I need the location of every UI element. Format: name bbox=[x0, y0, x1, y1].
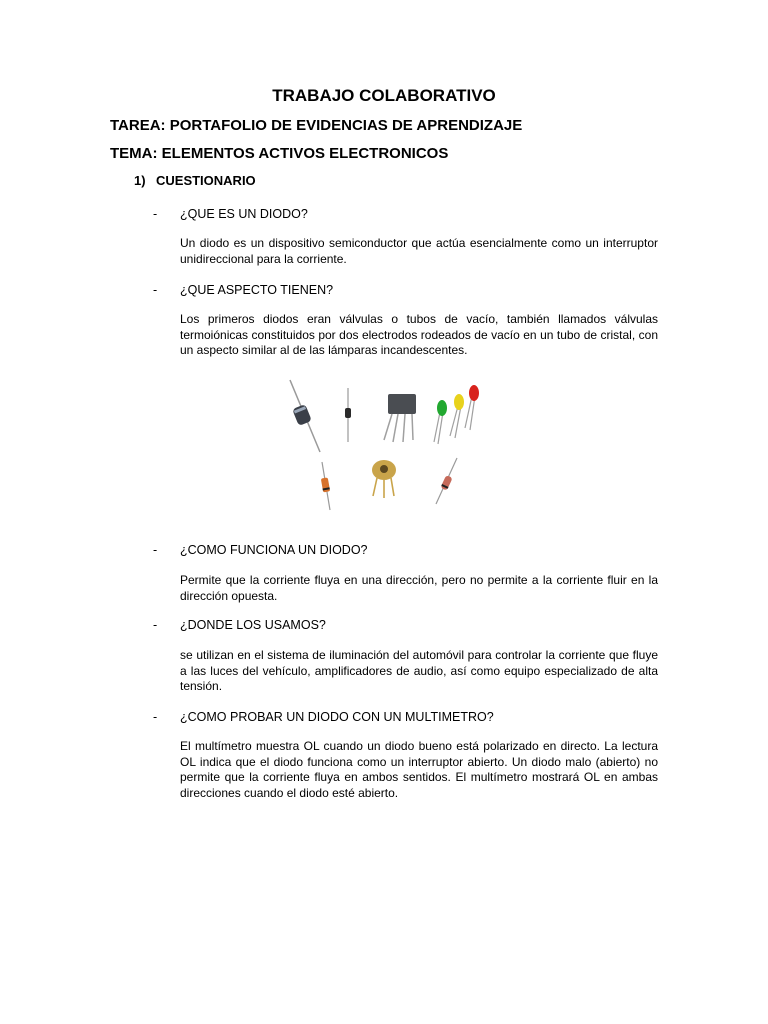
answer-4: se utilizan en el sistema de iluminación del automóvil para controlar la corriente que fluye a las luces del vehículo, amplificadores de audio, así como equipo especializado de alta tensión. bbox=[180, 648, 658, 693]
question-1 bbox=[153, 207, 308, 221]
section-number: 1) bbox=[134, 173, 146, 188]
question-text: ¿COMO FUNCIONA UN DIODO? bbox=[180, 543, 368, 557]
question-text: ¿QUE ES UN DIODO? bbox=[180, 207, 308, 221]
diode-small-axial bbox=[345, 388, 351, 442]
section-heading bbox=[134, 173, 256, 188]
diode-glass-axial bbox=[436, 458, 457, 504]
diodes-illustration bbox=[272, 372, 500, 512]
question-4 bbox=[153, 618, 326, 632]
question-text: ¿QUE ASPECTO TIENEN? bbox=[180, 283, 334, 297]
answer-5: El multímetro muestra OL cuando un diodo bueno está polarizado en directo. La lectura OL indica que el diodo funciona como un interruptor abierto. Un diodo malo (abierto) no permite que la corriente fluya en ambos sentidos. El multímetro mostrará OL en ambas direcciones cuando el diodo esté abierto. bbox=[180, 739, 658, 800]
bullet-dash: - bbox=[153, 543, 158, 557]
answer-3: Permite que la corriente fluya en una dirección, pero no permite a la corriente fluir en la dirección opuesta. bbox=[180, 573, 658, 603]
laser-diode bbox=[372, 460, 396, 498]
bullet-dash: - bbox=[153, 283, 158, 297]
question-3 bbox=[153, 543, 368, 557]
diode-orange-axial bbox=[321, 462, 330, 510]
diode-dark-axial bbox=[290, 380, 320, 452]
question-text: ¿COMO PROBAR UN DIODO CON UN MULTIMETRO? bbox=[180, 710, 494, 724]
bridge-rectifier bbox=[384, 394, 416, 442]
task-heading: TAREA: PORTAFOLIO DE EVIDENCIAS DE APRENDIZAJE bbox=[110, 117, 523, 134]
question-text: ¿DONDE LOS USAMOS? bbox=[180, 618, 326, 632]
question-2 bbox=[153, 283, 333, 297]
answer-2: Los primeros diodos eran válvulas o tubos de vacío, también llamados válvulas termoiónicas constituidos por dos electrodos rodeados de vacío en un tubo de cristal, con un aspecto similar al de las lámparas incandescentes. bbox=[180, 312, 658, 357]
question-5 bbox=[153, 710, 494, 724]
bullet-dash: - bbox=[153, 710, 158, 724]
topic-heading: TEMA: ELEMENTOS ACTIVOS ELECTRONICOS bbox=[110, 145, 449, 162]
bullet-dash: - bbox=[153, 618, 158, 632]
document-title: TRABAJO COLABORATIVO bbox=[272, 86, 496, 105]
leds bbox=[434, 385, 479, 444]
diodes-photo-icon bbox=[272, 372, 500, 512]
bullet-dash: - bbox=[153, 207, 158, 221]
answer-1: Un diodo es un dispositivo semiconductor que actúa esencialmente como un interruptor unidireccional para la corriente. bbox=[180, 236, 658, 266]
section-label: CUESTIONARIO bbox=[156, 173, 256, 188]
